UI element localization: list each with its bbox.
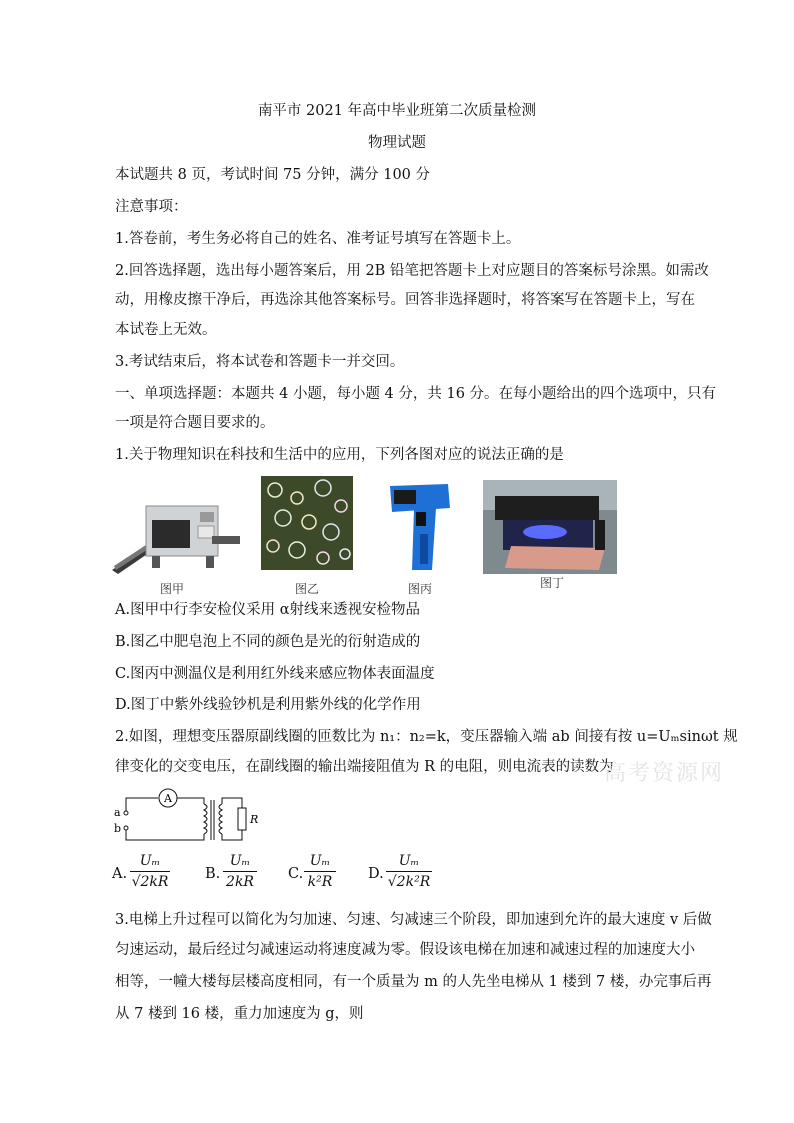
q1-option-a: A.图甲中行李安检仪采用 α射线来透视安检物品 bbox=[115, 602, 420, 618]
q1-option-b: B.图乙中肥皂泡上不同的颜色是光的衍射造成的 bbox=[115, 634, 421, 650]
q2-option-d: D. Uₘ √2k²R bbox=[368, 853, 431, 890]
resistor-symbol bbox=[238, 808, 246, 830]
caption-jia: 图甲 bbox=[159, 582, 184, 596]
notice-title: 注意事项： bbox=[115, 199, 188, 215]
q3-line-2: 匀速运动，最后经过匀减速运动将速度减为零。假设该电梯在加速和减速过程的加速度大小 bbox=[115, 942, 695, 958]
note-1: 1.答卷前，考生务必将自己的姓名、准考证号填写在答题卡上。 bbox=[115, 231, 521, 247]
q3-line-1: 3.电梯上升过程可以简化为匀加速、匀速、匀减速三个阶段，即加速到允许的最大速度 v 后做 bbox=[115, 912, 712, 928]
q2-option-b: B. Uₘ 2kR bbox=[205, 852, 275, 896]
terminal-b-label: b bbox=[114, 822, 122, 835]
subject-title: 物理试题 bbox=[368, 135, 426, 151]
xray-scanner-image bbox=[112, 486, 242, 576]
exam-info: 本试题共 8 页，考试时间 75 分钟，满分 100 分 bbox=[115, 167, 431, 183]
section-1-heading-line-1: 一、单项选择题：本题共 4 小题，每小题 4 分，共 16 分。在每小题给出的四个选项中，只有 bbox=[115, 386, 717, 402]
q2-stem-line-2: 律变化的交变电压，在副线圈的输出端接阻值为 R 的电阻，则电流表的读数为 bbox=[115, 759, 614, 775]
q3-line-3: 相等，一幢大楼每层楼高度相同，有一个质量为 m 的人先坐电梯从 1 楼到 7 楼，办完事后再 bbox=[115, 974, 712, 990]
q3-line-4: 从 7 楼到 16 楼，重力加速度为 g，则 bbox=[115, 1006, 364, 1022]
q1-option-d: D.图丁中紫外线验钞机是利用紫外线的化学作用 bbox=[115, 697, 421, 713]
note-2-line-1: 2.回答选择题，选出每小题答案后，用 2B 铅笔把答题卡上对应题目的答案标号涂黑。如需改 bbox=[115, 263, 709, 279]
ir-thermometer-image bbox=[384, 482, 454, 574]
section-1-heading-line-2: 一项是符合题目要求的。 bbox=[115, 415, 275, 431]
soap-bubbles-image bbox=[261, 476, 353, 570]
note-2-line-2: 动，用橡皮擦干净后，再选涂其他答案标号。回答非选择题时，将答案写在答题卡上，写在 bbox=[115, 292, 695, 308]
transformer-circuit-diagram bbox=[112, 786, 272, 844]
q1-figures bbox=[112, 476, 622, 596]
caption-ding: 图丁 bbox=[539, 576, 564, 590]
note-3: 3.考试结束后，将本试卷和答题卡一并交回。 bbox=[115, 354, 405, 370]
note-2-line-3: 本试卷上无效。 bbox=[115, 322, 217, 338]
ammeter-label: A bbox=[164, 792, 172, 805]
q2-option-a: A. Uₘ √2kR bbox=[112, 853, 169, 890]
resistor-label: R bbox=[250, 813, 259, 826]
uv-detector-image bbox=[483, 480, 617, 574]
caption-yi: 图乙 bbox=[294, 582, 319, 596]
exam-title: 南平市 2021 年高中毕业班第二次质量检测 bbox=[257, 103, 537, 119]
q1-option-c: C.图丙中测温仪是利用红外线来感应物体表面温度 bbox=[115, 666, 435, 682]
terminal-a-label: a bbox=[114, 806, 121, 819]
q2-stem-line-1: 2.如图，理想变压器原副线圈的匝数比为 n₁：n₂=k，变压器输入端 ab 间接有按 u=Uₘsinωt 规 bbox=[115, 729, 738, 745]
watermark: 高考资源网 bbox=[604, 761, 725, 786]
q2-option-c: C. Uₘ k²R bbox=[288, 852, 358, 896]
caption-bing: 图丙 bbox=[407, 582, 432, 596]
q1-stem: 1.关于物理知识在科技和生活中的应用，下列各图对应的说法正确的是 bbox=[115, 447, 564, 463]
